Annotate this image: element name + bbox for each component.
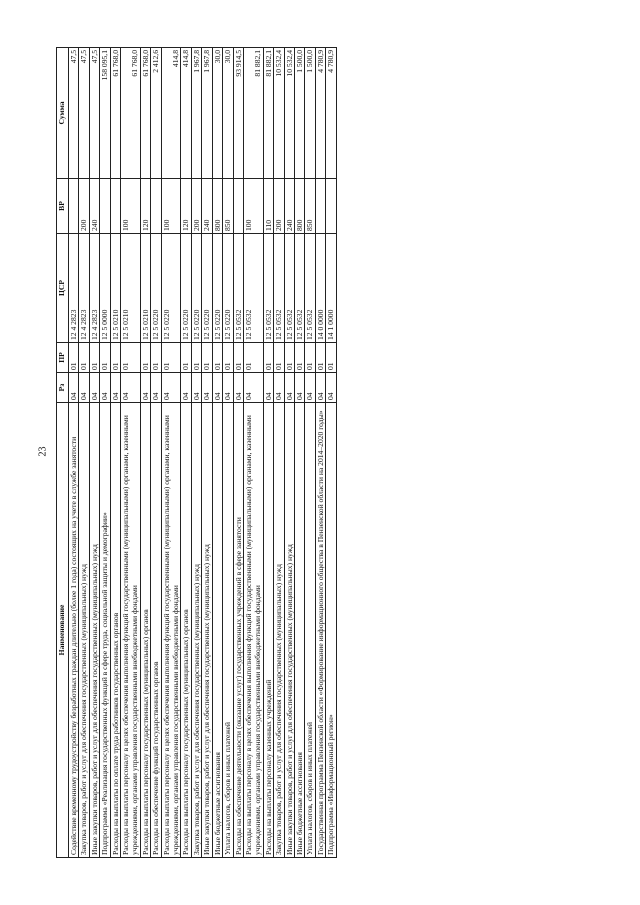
cell-csr: 12 5 0220 <box>223 234 233 343</box>
cell-vr: 200 <box>79 179 89 234</box>
cell-sum: 4 780,9 <box>315 48 325 179</box>
table-row <box>121 48 141 858</box>
table-row <box>79 48 89 858</box>
cell-vr: 200 <box>191 179 201 234</box>
cell-csr: 12 5 0220 <box>161 234 181 343</box>
table-row <box>89 48 99 858</box>
cell-rz: 04 <box>89 373 99 403</box>
cell-csr: 12 5 0210 <box>121 234 141 343</box>
cell-csr: 12 5 0210 <box>110 234 120 343</box>
table-row <box>100 48 110 858</box>
table-row <box>181 48 191 858</box>
cell-name: Расходы на обеспечение деятельности (оказание услуг) государственных учреждений в сфере занятости <box>233 403 243 858</box>
cell-rz: 04 <box>181 373 191 403</box>
cell-csr: 12 4 2823 <box>89 234 99 343</box>
cell-name: Содействие временному трудоустройству безработных граждан длительно (более 1 года) состоящих на учете в службе занятости <box>69 403 79 858</box>
cell-pr: 01 <box>294 343 304 373</box>
cell-name: Закупка товаров, работ и услуг для обеспечения государственных (муниципальных) нужд <box>79 403 89 858</box>
table-row <box>315 48 325 858</box>
cell-rz: 04 <box>284 373 294 403</box>
table-row <box>284 48 294 858</box>
cell-name: Иные бюджетные ассигнования <box>212 403 222 858</box>
cell-vr: 240 <box>202 179 212 234</box>
cell-csr: 12 4 2823 <box>79 234 89 343</box>
cell-rz: 04 <box>233 373 243 403</box>
cell-csr: 14 1 0000 <box>326 234 336 343</box>
cell-sum: 81 882,1 <box>243 48 263 179</box>
cell-pr: 01 <box>161 343 181 373</box>
cell-pr: 01 <box>326 343 336 373</box>
cell-vr: 100 <box>121 179 141 234</box>
cell-sum: 414,8 <box>161 48 181 179</box>
cell-pr: 01 <box>305 343 315 373</box>
header-vr: ВР <box>57 179 69 234</box>
cell-name: Уплата налогов, сборов и иных платежей <box>305 403 315 858</box>
cell-vr: 100 <box>243 179 263 234</box>
cell-vr: 120 <box>140 179 150 234</box>
cell-vr: 800 <box>294 179 304 234</box>
cell-name: Государственная программа Пензенской области «Формирование информационного общества в Пензенской области на 2014–2020 годы» <box>315 403 325 858</box>
cell-name: Расходы на обеспечение функций государственных органов <box>151 403 161 858</box>
header-sum: Сумма <box>57 48 69 179</box>
cell-pr: 01 <box>151 343 161 373</box>
cell-vr <box>151 179 161 234</box>
table-row <box>69 48 79 858</box>
cell-pr: 01 <box>315 343 325 373</box>
table-row <box>223 48 233 858</box>
cell-sum: 10 532,4 <box>274 48 284 179</box>
cell-sum: 1 500,0 <box>305 48 315 179</box>
cell-pr: 01 <box>191 343 201 373</box>
cell-csr: 12 5 0532 <box>274 234 284 343</box>
cell-csr: 14 0 0000 <box>315 234 325 343</box>
cell-sum: 47,5 <box>89 48 99 179</box>
cell-csr: 12 5 0532 <box>305 234 315 343</box>
cell-rz: 04 <box>110 373 120 403</box>
cell-sum: 414,8 <box>181 48 191 179</box>
cell-rz: 04 <box>151 373 161 403</box>
cell-rz: 04 <box>263 373 273 403</box>
cell-vr <box>315 179 325 234</box>
cell-sum: 1 500,0 <box>294 48 304 179</box>
cell-pr: 01 <box>274 343 284 373</box>
cell-name: Иные закупки товаров, работ и услуг для обеспечения государственных (муниципальных) нужд <box>202 403 212 858</box>
cell-rz: 04 <box>161 373 181 403</box>
cell-vr: 110 <box>263 179 273 234</box>
cell-rz: 04 <box>315 373 325 403</box>
cell-pr: 01 <box>110 343 120 373</box>
cell-vr <box>233 179 243 234</box>
cell-sum: 93 914,5 <box>233 48 243 179</box>
cell-sum: 30,0 <box>223 48 233 179</box>
cell-pr: 01 <box>263 343 273 373</box>
cell-name: Расходы на выплаты персоналу казенных учреждений <box>263 403 273 858</box>
cell-pr: 01 <box>181 343 191 373</box>
cell-csr: 12 5 0220 <box>202 234 212 343</box>
table-row <box>202 48 212 858</box>
header-name: Наименование <box>57 403 69 858</box>
cell-name: Расходы на выплаты персоналу государственных (муниципальных) органов <box>140 403 150 858</box>
cell-vr: 850 <box>305 179 315 234</box>
cell-name: Расходы на выплаты по оплате труда работников государственных органов <box>110 403 120 858</box>
cell-rz: 04 <box>294 373 304 403</box>
cell-name: Подпрограмма «Реализация государственных функций в сфере труда, социальной защиты и демографии» <box>100 403 110 858</box>
table-row <box>212 48 222 858</box>
cell-vr: 850 <box>223 179 233 234</box>
cell-csr: 12 5 0532 <box>243 234 263 343</box>
header-rz: Рз <box>57 373 69 403</box>
cell-vr <box>100 179 110 234</box>
cell-sum: 61 768,0 <box>140 48 150 179</box>
cell-name: Иные закупки товаров, работ и услуг для обеспечения государственных (муниципальных) нужд <box>89 403 99 858</box>
cell-csr: 12 5 0210 <box>140 234 150 343</box>
cell-rz: 04 <box>69 373 79 403</box>
table-header-row <box>57 48 69 858</box>
cell-sum: 1 967,8 <box>202 48 212 179</box>
cell-vr: 200 <box>274 179 284 234</box>
rotated-content <box>56 48 576 858</box>
cell-pr: 01 <box>243 343 263 373</box>
cell-pr: 01 <box>140 343 150 373</box>
cell-name: Иные закупки товаров, работ и услуг для обеспечения государственных (муниципальных) нужд <box>284 403 294 858</box>
page-number: 23 <box>37 446 49 457</box>
cell-pr: 01 <box>100 343 110 373</box>
cell-rz: 04 <box>326 373 336 403</box>
cell-csr: 12 5 0532 <box>233 234 243 343</box>
cell-csr: 12 5 0000 <box>100 234 110 343</box>
cell-vr: 240 <box>284 179 294 234</box>
cell-sum: 30,0 <box>212 48 222 179</box>
table-row <box>151 48 161 858</box>
table-row <box>274 48 284 858</box>
cell-name: Расходы на выплаты персоналу в целях обеспечения выполнения функций государственными (муниципальными) органами, казенными учреждениями, органами управления государственными внебюджетными фондами <box>121 403 141 858</box>
cell-name: Расходы на выплаты персоналу государственных (муниципальных) органов <box>181 403 191 858</box>
cell-csr: 12 4 2823 <box>69 234 79 343</box>
table-row <box>161 48 181 858</box>
cell-sum: 81 882,1 <box>263 48 273 179</box>
cell-rz: 04 <box>79 373 89 403</box>
table-row <box>305 48 315 858</box>
cell-name: Иные бюджетные ассигнования <box>294 403 304 858</box>
cell-sum: 10 532,4 <box>284 48 294 179</box>
cell-vr: 240 <box>89 179 99 234</box>
table-row <box>326 48 336 858</box>
cell-csr: 12 5 0532 <box>284 234 294 343</box>
cell-rz: 04 <box>223 373 233 403</box>
budget-table <box>56 47 337 858</box>
header-csr: ЦСР <box>57 234 69 343</box>
cell-sum: 4 780,9 <box>326 48 336 179</box>
cell-rz: 04 <box>140 373 150 403</box>
cell-rz: 04 <box>100 373 110 403</box>
table-row <box>263 48 273 858</box>
table-row <box>140 48 150 858</box>
cell-pr: 01 <box>212 343 222 373</box>
cell-rz: 04 <box>305 373 315 403</box>
cell-name: Уплата налогов, сборов и иных платежей <box>223 403 233 858</box>
cell-csr: 12 5 0532 <box>263 234 273 343</box>
cell-csr: 12 5 0220 <box>181 234 191 343</box>
cell-sum: 61 768,0 <box>121 48 141 179</box>
cell-pr: 01 <box>284 343 294 373</box>
cell-sum: 2 412,6 <box>151 48 161 179</box>
cell-pr: 01 <box>202 343 212 373</box>
cell-rz: 04 <box>202 373 212 403</box>
header-pr: ПР <box>57 343 69 373</box>
table-row <box>233 48 243 858</box>
cell-sum: 47,5 <box>79 48 89 179</box>
cell-vr: 800 <box>212 179 222 234</box>
cell-pr: 01 <box>121 343 141 373</box>
cell-sum: 61 768,0 <box>110 48 120 179</box>
cell-vr: 120 <box>181 179 191 234</box>
cell-pr: 01 <box>79 343 89 373</box>
cell-pr: 01 <box>233 343 243 373</box>
cell-rz: 04 <box>274 373 284 403</box>
cell-name: Расходы на выплаты персоналу в целях обеспечения выполнения функций государственными (муниципальными) органами, казенными учреждениями, органами управления государственными внебюджетными фондами <box>243 403 263 858</box>
cell-csr: 12 5 0532 <box>294 234 304 343</box>
cell-name: Расходы на выплаты персоналу в целях обеспечения выполнения функций государственными (муниципальными) органами, казенными учреждениями, органами управления государственными внебюджетными фондами <box>161 403 181 858</box>
cell-csr: 12 5 0220 <box>151 234 161 343</box>
table-row <box>243 48 263 858</box>
cell-vr <box>69 179 79 234</box>
table-row <box>110 48 120 858</box>
table-row <box>191 48 201 858</box>
cell-sum: 1 967,8 <box>191 48 201 179</box>
cell-csr: 12 5 0220 <box>212 234 222 343</box>
cell-rz: 04 <box>212 373 222 403</box>
cell-vr: 100 <box>161 179 181 234</box>
cell-rz: 04 <box>243 373 263 403</box>
rotated-sheet <box>56 48 576 858</box>
cell-rz: 04 <box>191 373 201 403</box>
cell-name: Подпрограмма «Информационный регион» <box>326 403 336 858</box>
cell-name: Закупка товаров, работ и услуг для обеспечения государственных (муниципальных) нужд <box>191 403 201 858</box>
cell-pr: 01 <box>89 343 99 373</box>
cell-rz: 04 <box>121 373 141 403</box>
cell-sum: 47,5 <box>69 48 79 179</box>
cell-vr <box>326 179 336 234</box>
table-row <box>294 48 304 858</box>
cell-csr: 12 5 0220 <box>191 234 201 343</box>
cell-vr <box>110 179 120 234</box>
cell-pr: 01 <box>69 343 79 373</box>
table-body <box>69 48 337 858</box>
cell-pr: 01 <box>223 343 233 373</box>
cell-sum: 158 095,1 <box>100 48 110 179</box>
cell-name: Закупка товаров, работ и услуг для обеспечения государственных (муниципальных) нужд <box>274 403 284 858</box>
